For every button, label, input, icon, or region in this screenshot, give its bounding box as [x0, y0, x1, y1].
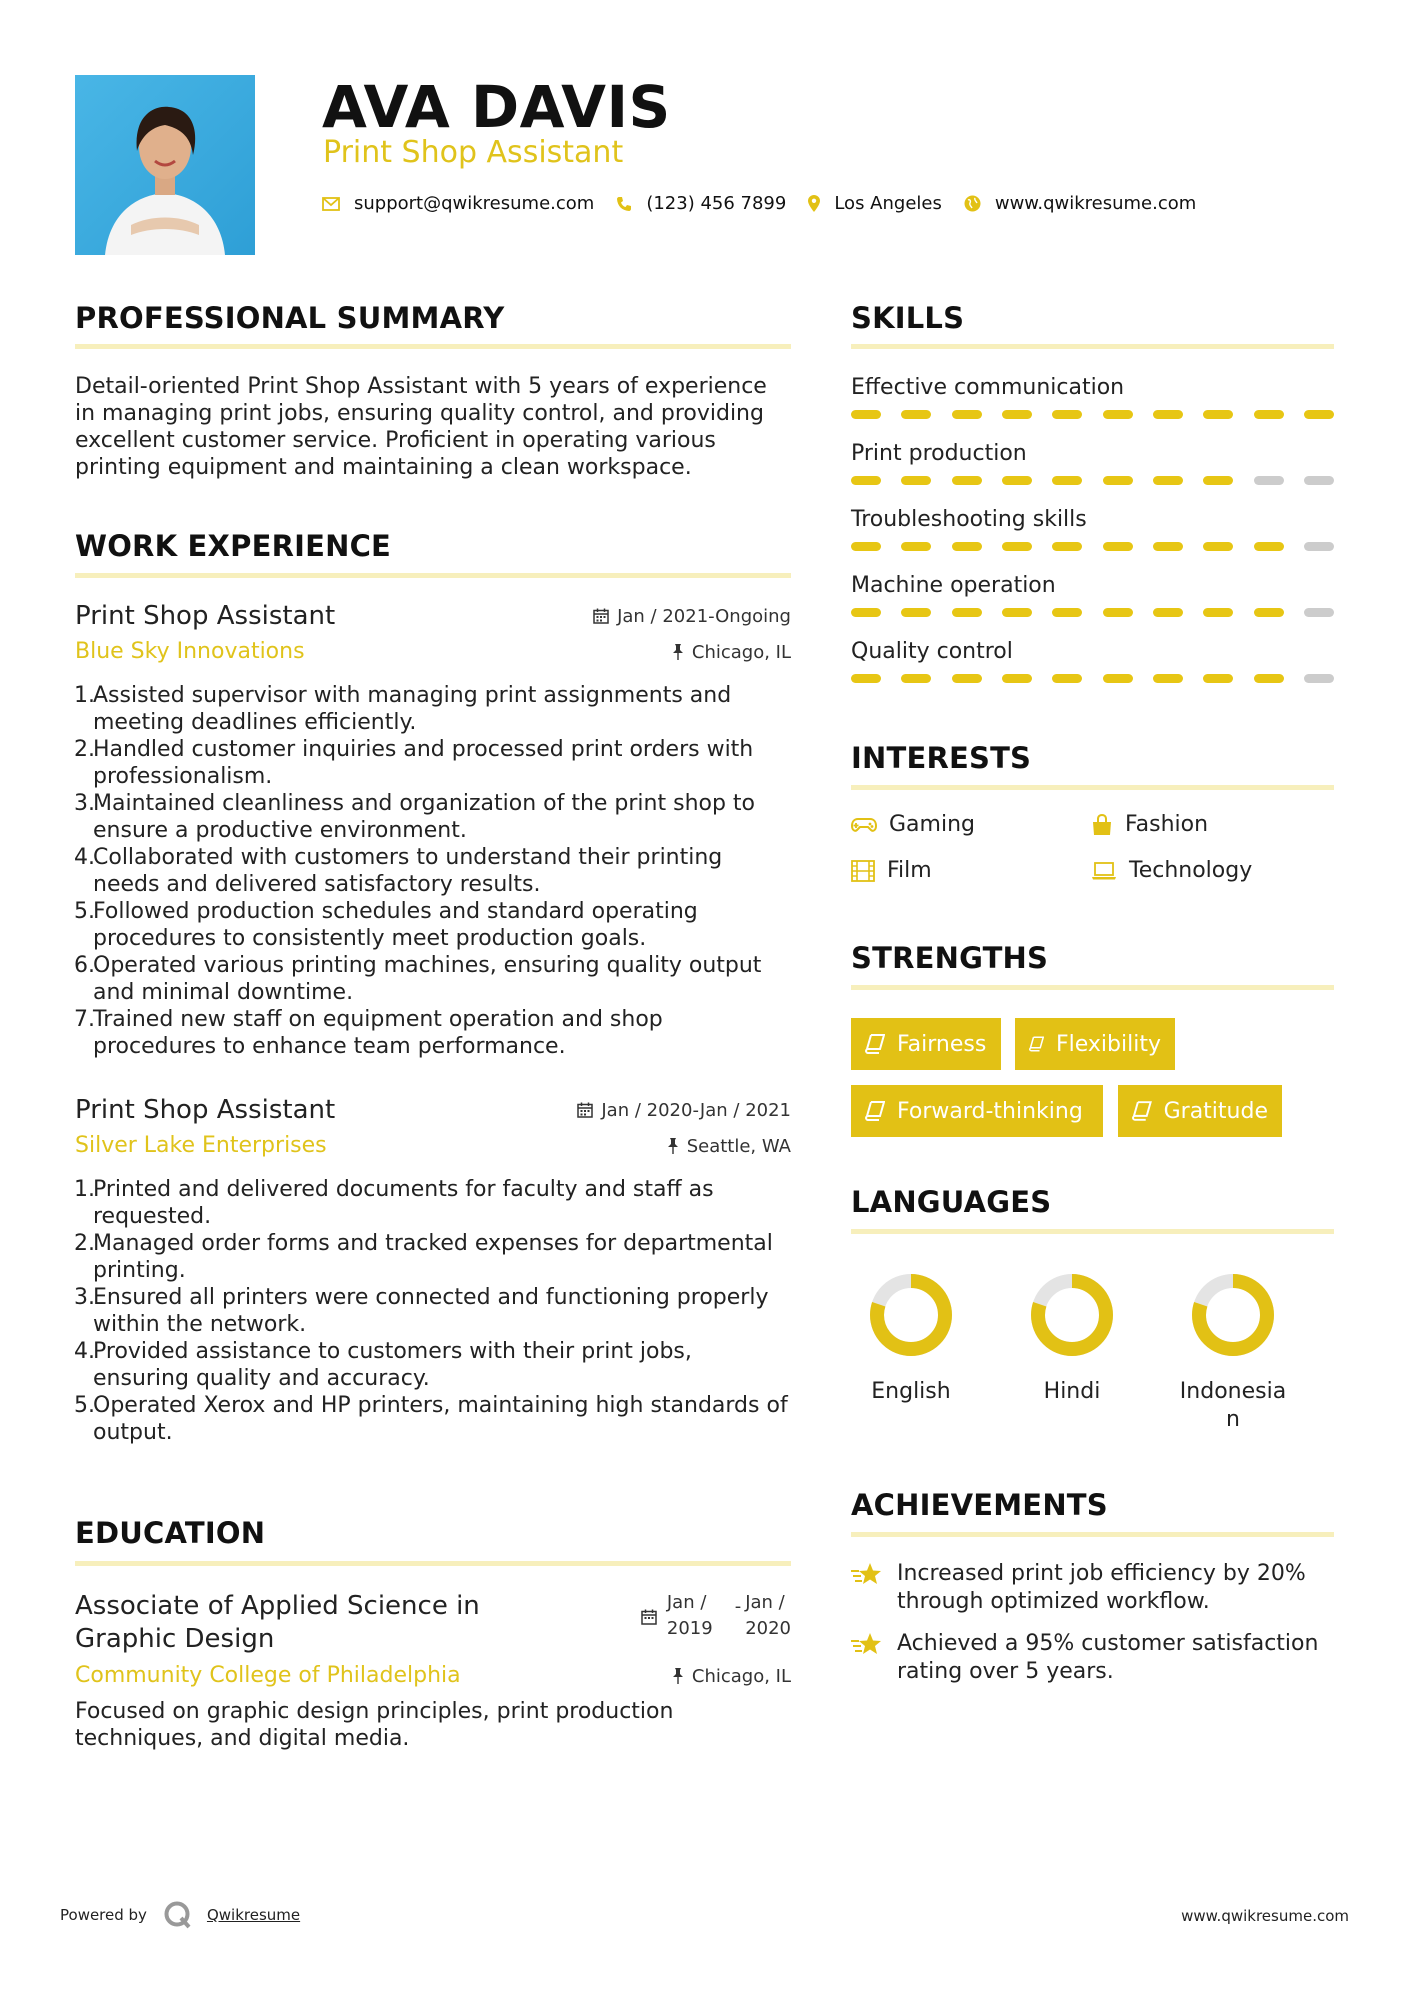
- list-item: Handled customer inquiries and processed print orders with professionalism.: [93, 737, 754, 789]
- calendar-icon: [641, 1609, 657, 1625]
- shopping-bag-icon: [1091, 814, 1113, 836]
- skill-level-dot: [952, 674, 982, 683]
- summary-text: Detail-oriented Print Shop Assistant with 5 years of experience in managing print jobs, ensuring quality control, and providing excellent customer service. Proficient in operating various printing equipment and maintaining a clean workspace.: [75, 374, 767, 480]
- education-date: [641, 1590, 791, 1642]
- footer-powered: [60, 1900, 300, 1930]
- skill-row: [851, 572, 1334, 638]
- strength-label: Gratitude: [1163, 1098, 1268, 1124]
- contact-location: [808, 193, 942, 214]
- map-pin-icon: [808, 195, 820, 212]
- job-location: [667, 1136, 791, 1157]
- contact-website[interactable]: [964, 193, 1196, 214]
- skill-level-dot: [1153, 476, 1183, 485]
- list-item: Printed and delivered documents for faculty and staff as requested.: [93, 1177, 714, 1229]
- job-entry-1: [75, 600, 791, 1060]
- skill-level-dot: [952, 542, 982, 551]
- strength-label: Fairness: [897, 1031, 987, 1057]
- date-start-line-2: 2019: [666, 1618, 713, 1639]
- skill-level-dot: [1153, 674, 1183, 683]
- skill-level-dot: [1203, 608, 1233, 617]
- skill-level-dot: [851, 542, 881, 551]
- powered-by-text: Powered by: [60, 1906, 147, 1924]
- job-bullets: [75, 1176, 791, 1446]
- location-text: Los Angeles: [834, 193, 942, 214]
- skill-level-dot: [851, 674, 881, 683]
- skill-level-dot: [1304, 410, 1334, 419]
- email-text: support@qwikresume.com: [354, 193, 595, 214]
- date-start: [667, 1590, 713, 1642]
- job-location-text: Chicago, IL: [691, 641, 791, 663]
- skill-level-dot: [901, 674, 931, 683]
- education-location: [672, 1666, 791, 1687]
- job-date-text: Jan / 2021-Ongoing: [617, 605, 791, 627]
- book-icon: [865, 1034, 885, 1054]
- job-location: [672, 642, 791, 663]
- languages-heading: LANGUAGES: [851, 1185, 1052, 1219]
- achievement-item: [851, 1630, 1334, 1686]
- achievement-text: Achieved a 95% customer satisfaction rating over 5 years.: [897, 1631, 1319, 1684]
- interest-fashion: [1091, 812, 1208, 837]
- skill-level-dot: [1103, 410, 1133, 419]
- star-icon: [851, 1562, 883, 1586]
- date-separator: -: [734, 1596, 742, 1617]
- list-item: Managed order forms and tracked expenses for departmental printing.: [93, 1231, 773, 1283]
- skill-level-dot: [1103, 674, 1133, 683]
- date-end-line-2: 2020: [745, 1618, 791, 1639]
- skill-level-meter: [851, 608, 1334, 617]
- list-item: Ensured all printers were connected and functioning properly within the network.: [93, 1285, 769, 1337]
- job-date-text: Jan / 2020-Jan / 2021: [601, 1099, 791, 1121]
- interest-technology: [1091, 858, 1252, 883]
- contact-email[interactable]: [322, 193, 594, 214]
- star-icon: [851, 1632, 883, 1656]
- laptop-icon: [1091, 861, 1117, 881]
- language-label: [1168, 1378, 1298, 1434]
- degree-line-1: Associate of Applied Science in: [75, 1591, 480, 1621]
- strength-chip: [851, 1085, 1103, 1137]
- strengths-rule: [851, 985, 1334, 990]
- strength-label: Flexibility: [1056, 1031, 1161, 1057]
- strengths-heading: STRENGTHS: [851, 941, 1049, 975]
- skill-level-dot: [1203, 476, 1233, 485]
- language-ring: [1027, 1270, 1117, 1360]
- book-icon: [865, 1101, 885, 1121]
- calendar-icon: [577, 1102, 593, 1118]
- skill-level-dot: [1304, 674, 1334, 683]
- list-item: Collaborated with customers to understand their printing needs and delivered satisfactory results.: [93, 845, 723, 897]
- qwikresume-logo-icon: [163, 1900, 193, 1930]
- achievement-item: [851, 1560, 1334, 1616]
- skill-level-dot: [1254, 476, 1284, 485]
- experience-rule: [75, 573, 791, 578]
- language-hindi: [1027, 1270, 1117, 1406]
- language-english: [866, 1270, 956, 1406]
- job-title: Print Shop Assistant: [75, 601, 336, 631]
- education-location-text: Chicago, IL: [691, 1665, 791, 1687]
- date-end-line-1: Jan /: [745, 1592, 785, 1613]
- candidate-name: AVA DAVIS: [322, 73, 671, 141]
- skill-level-dot: [1254, 674, 1284, 683]
- school-name: Community College of Philadelphia: [75, 1663, 461, 1688]
- skill-level-dot: [901, 542, 931, 551]
- job-title: Print Shop Assistant: [75, 1095, 336, 1125]
- skill-level-dot: [1002, 476, 1032, 485]
- profile-photo: [75, 75, 255, 255]
- book-icon: [1029, 1034, 1044, 1054]
- pushpin-icon: [667, 1138, 679, 1154]
- skill-level-dot: [1002, 542, 1032, 551]
- degree-line-2: Graphic Design: [75, 1624, 275, 1654]
- list-item: Operated Xerox and HP printers, maintaining high standards of output.: [93, 1393, 788, 1445]
- website-text: www.qwikresume.com: [994, 193, 1197, 214]
- pushpin-icon: [672, 1668, 684, 1684]
- skill-level-dot: [1052, 674, 1082, 683]
- contact-bar: [322, 193, 1218, 214]
- skill-level-dot: [1153, 608, 1183, 617]
- skill-level-dot: [952, 410, 982, 419]
- skill-level-dot: [901, 476, 931, 485]
- language-ring: [1188, 1270, 1278, 1360]
- experience-heading: WORK EXPERIENCE: [75, 529, 392, 563]
- skill-level-dot: [1002, 674, 1032, 683]
- skill-level-dot: [1203, 542, 1233, 551]
- skill-level-dot: [1254, 608, 1284, 617]
- skill-level-dot: [952, 608, 982, 617]
- skill-level-dot: [1002, 410, 1032, 419]
- date-start-line-1: Jan /: [666, 1592, 707, 1613]
- company-name: Silver Lake Enterprises: [75, 1133, 327, 1158]
- strength-label: Forward-thinking: [897, 1098, 1083, 1124]
- skill-name: Effective communication: [851, 375, 1125, 400]
- language-label: English: [871, 1379, 951, 1404]
- skill-row: [851, 638, 1334, 704]
- list-item: Provided assistance to customers with their print jobs, ensuring quality and accuracy.: [93, 1339, 692, 1391]
- brand-link[interactable]: Qwikresume: [206, 1906, 301, 1924]
- skill-level-dot: [1304, 542, 1334, 551]
- pushpin-icon: [672, 644, 684, 660]
- skill-name: Machine operation: [851, 573, 1056, 598]
- skill-level-dot: [1052, 608, 1082, 617]
- date-end: [745, 1590, 791, 1642]
- job-date: [593, 606, 791, 627]
- skill-level-dot: [1052, 476, 1082, 485]
- skill-level-meter: [851, 476, 1334, 485]
- skill-level-dot: [1052, 542, 1082, 551]
- phone-text: (123) 456 7899: [646, 193, 787, 214]
- interest-label: Fashion: [1125, 812, 1209, 837]
- skill-level-meter: [851, 674, 1334, 683]
- interest-gaming: [851, 812, 975, 837]
- skill-row: [851, 440, 1334, 506]
- skill-level-dot: [1103, 476, 1133, 485]
- job-date: [577, 1100, 791, 1121]
- skill-level-dot: [1203, 674, 1233, 683]
- skill-level-dot: [1254, 410, 1284, 419]
- language-label-line-1: Indonesia: [1179, 1379, 1287, 1404]
- skill-level-dot: [1103, 542, 1133, 551]
- skills-heading: SKILLS: [851, 301, 965, 335]
- list-item: Followed production schedules and standard operating procedures to consistently meet production goals.: [93, 899, 698, 951]
- skill-level-meter: [851, 542, 1334, 551]
- job-bullets: [75, 682, 791, 1060]
- achievements-heading: ACHIEVEMENTS: [851, 1488, 1108, 1522]
- skill-name: Troubleshooting skills: [851, 507, 1087, 532]
- candidate-title: Print Shop Assistant: [323, 135, 624, 170]
- envelope-icon: [322, 197, 340, 211]
- strength-chip: [1118, 1085, 1282, 1137]
- education-entry: [75, 1590, 791, 1752]
- skill-level-dot: [851, 410, 881, 419]
- interests-rule: [851, 785, 1334, 790]
- skill-level-dot: [851, 608, 881, 617]
- footer-url[interactable]: www.qwikresume.com: [1181, 1907, 1349, 1925]
- skill-level-dot: [851, 476, 881, 485]
- company-name: Blue Sky Innovations: [75, 639, 305, 664]
- summary-heading: PROFESSIONAL SUMMARY: [75, 301, 505, 335]
- book-icon: [1132, 1101, 1152, 1121]
- education-description: Focused on graphic design principles, print production techniques, and digital media.: [75, 1699, 674, 1751]
- list-item: Operated various printing machines, ensuring quality output and minimal downtime.: [93, 953, 762, 1005]
- language-label-line-2: n: [1226, 1407, 1240, 1432]
- skill-level-dot: [1153, 410, 1183, 419]
- list-item: Trained new staff on equipment operation and shop procedures to enhance team performance.: [93, 1007, 663, 1059]
- interest-film: [851, 858, 932, 883]
- job-entry-2: [75, 1094, 791, 1446]
- language-label: Hindi: [1043, 1379, 1101, 1404]
- language-indonesian: [1179, 1270, 1287, 1434]
- skill-name: Print production: [851, 441, 1027, 466]
- skills-list: [851, 374, 1334, 704]
- achievements-rule: [851, 1532, 1334, 1537]
- achievement-text: Increased print job efficiency by 20% through optimized workflow.: [897, 1561, 1306, 1614]
- film-icon: [851, 860, 875, 882]
- list-item: Maintained cleanliness and organization of the print shop to ensure a productive environment.: [93, 791, 756, 843]
- language-ring: [866, 1270, 956, 1360]
- skill-level-dot: [1304, 476, 1334, 485]
- skill-level-dot: [1052, 410, 1082, 419]
- skill-level-dot: [1254, 542, 1284, 551]
- skill-level-meter: [851, 410, 1334, 419]
- skill-level-dot: [1203, 410, 1233, 419]
- interest-label: Film: [887, 858, 932, 883]
- phone-icon: [616, 196, 632, 212]
- languages-rule: [851, 1229, 1334, 1234]
- interests-heading: INTERESTS: [851, 741, 1032, 775]
- globe-icon: [964, 195, 981, 212]
- skill-level-dot: [1002, 608, 1032, 617]
- interest-label: Gaming: [889, 812, 975, 837]
- summary-rule: [75, 344, 791, 349]
- strength-chip: [1015, 1018, 1175, 1070]
- job-location-text: Seattle, WA: [686, 1135, 791, 1157]
- interest-label: Technology: [1129, 858, 1253, 883]
- strength-chip: [851, 1018, 1001, 1070]
- skills-rule: [851, 344, 1334, 349]
- skill-name: Quality control: [851, 639, 1013, 664]
- skill-row: [851, 374, 1334, 440]
- education-heading: EDUCATION: [75, 1516, 266, 1550]
- skill-level-dot: [952, 476, 982, 485]
- skill-level-dot: [901, 608, 931, 617]
- education-rule: [75, 1561, 791, 1566]
- skill-level-dot: [1103, 608, 1133, 617]
- calendar-icon: [593, 608, 609, 624]
- contact-phone[interactable]: [616, 193, 786, 214]
- skill-level-dot: [901, 410, 931, 419]
- skill-level-dot: [1153, 542, 1183, 551]
- degree-title: [75, 1590, 480, 1656]
- skill-row: [851, 506, 1334, 572]
- list-item: Assisted supervisor with managing print assignments and meeting deadlines efficiently.: [93, 683, 732, 735]
- skill-level-dot: [1304, 608, 1334, 617]
- gamepad-icon: [851, 817, 877, 833]
